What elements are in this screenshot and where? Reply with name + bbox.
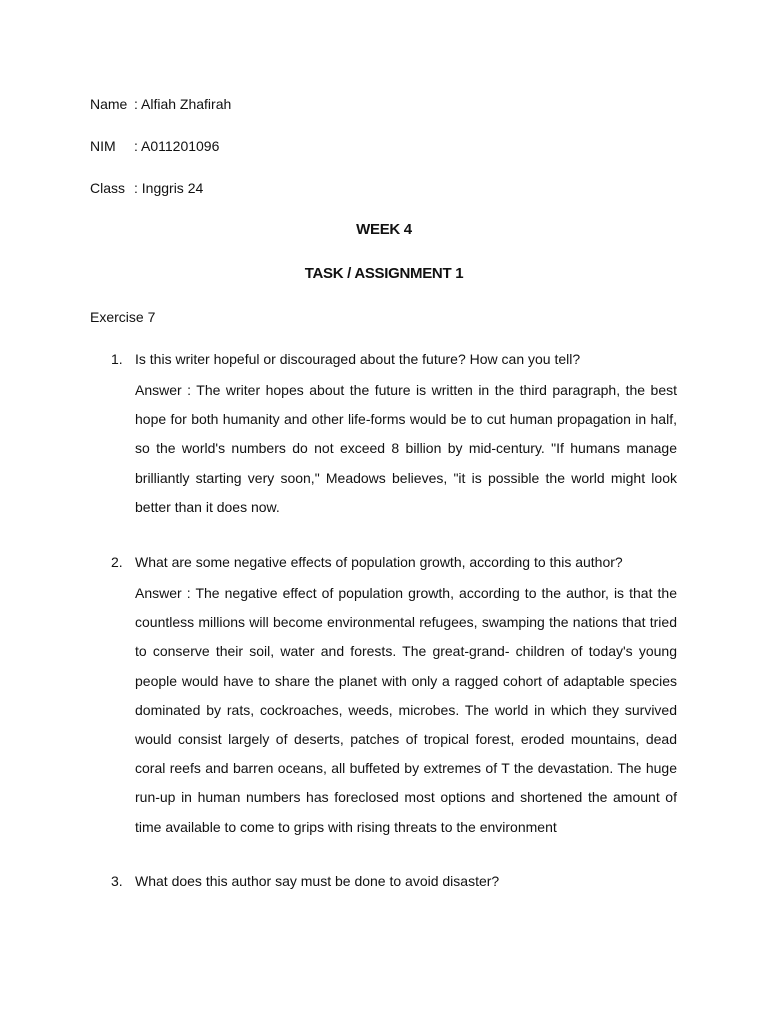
class-label: Class [90, 180, 126, 196]
name-label: Name [90, 96, 128, 112]
question-3 [111, 872, 677, 890]
question-2 [111, 553, 677, 842]
exercise-label: Exercise 7 [90, 309, 156, 325]
week-heading: WEEK 4 [356, 221, 412, 238]
answer-text: Answer : The writer hopes about the future is written in the third paragraph, the best hope for both humanity and other life-forms would be to cut human propagation in half, so the world's numbers do not exceed 8 billion by mid-century. "If humans manage brilliantly starting very soon," Meadows believes, "it is possible the world might look better than it does now. [135, 382, 677, 515]
question-text: Is this writer hopeful or discouraged about the future? How can you tell? [135, 351, 581, 367]
question-1 [111, 350, 677, 522]
name-value: : Alfiah Zhafirah [134, 96, 232, 112]
name-row [90, 95, 231, 113]
question-text: What does this author say must be done to avoid disaster? [135, 873, 500, 889]
question-text: What are some negative effects of population growth, according to this author? [135, 554, 623, 570]
question-number: 3. [111, 873, 123, 889]
answer-text: Answer : The negative effect of population growth, according to the author, is that the countless millions will become environmental refugees, swamping the nations that tried to conserve their soil, water and forests. The great-grand- children of today's young people would have to share the planet with only a ragged cohort of adaptable species dominated by rats, cockroaches, weeds, microbes. The world in which they survived would consist largely of deserts, patches of tropical forest, eroded mountains, dead coral reefs and barren oceans, all buffeted by extremes of T the devastation. The huge run-up in human numbers has foreclosed most options and shortened the amount of time available to come to grips with rising threats to the environment [135, 585, 677, 835]
nim-row [90, 137, 219, 155]
nim-value: : A011201096 [134, 138, 220, 154]
nim-label: NIM [90, 138, 116, 154]
question-number: 2. [111, 554, 123, 570]
question-number: 1. [111, 351, 123, 367]
task-heading: TASK / ASSIGNMENT 1 [304, 265, 464, 282]
class-value: : Inggris 24 [134, 180, 204, 196]
class-row [90, 179, 203, 197]
